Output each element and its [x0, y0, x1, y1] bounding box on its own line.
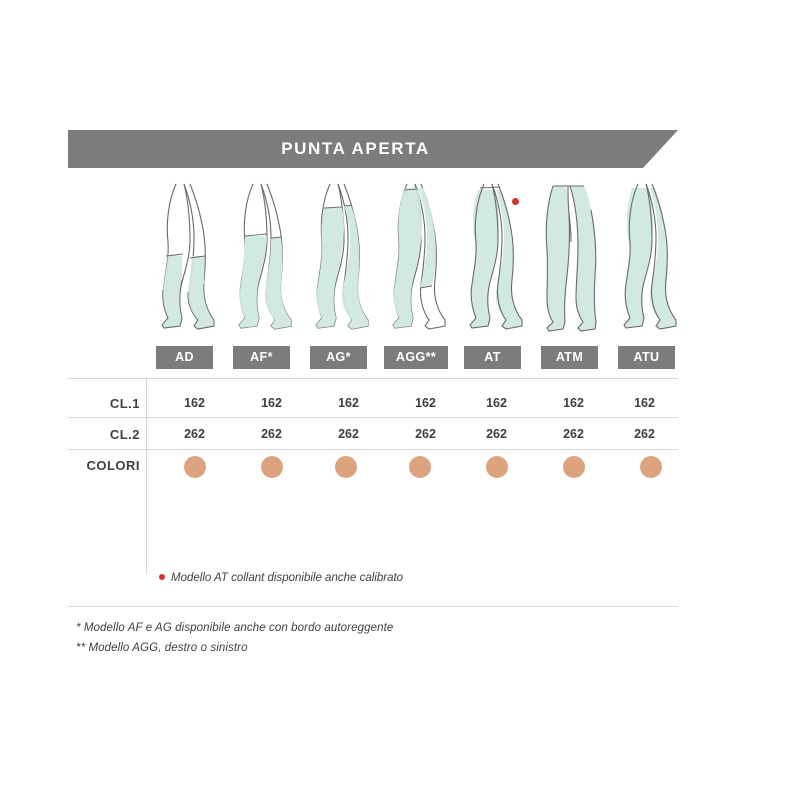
- footer-divider: [68, 606, 678, 607]
- row-rule-cl1: [68, 417, 678, 418]
- footnote-one: * Modello AF e AG disponibile anche con bordo autoreggente: [76, 622, 394, 634]
- figure-agg: [377, 180, 454, 340]
- figure-ag: [300, 180, 377, 340]
- color-swatch-af[interactable]: [261, 456, 283, 478]
- column-label-ag[interactable]: AG*: [310, 346, 367, 369]
- row-header-cl2: CL.2: [109, 427, 140, 442]
- cell-cl1-af: 162: [261, 396, 282, 410]
- cell-cl1-ad: 162: [184, 396, 205, 410]
- column-label-af[interactable]: AF*: [233, 346, 290, 369]
- figure-atm: [531, 180, 608, 340]
- cell-cl1-ag: 162: [338, 396, 359, 410]
- column-label-ad[interactable]: AD: [156, 346, 213, 369]
- leg-figure-ag-icon: [300, 180, 377, 340]
- column-label-at[interactable]: AT: [464, 346, 521, 369]
- table-left-rule: [146, 378, 147, 574]
- leg-figure-at-icon: [454, 180, 531, 340]
- leg-figure-ad-icon: [146, 180, 223, 340]
- page-title: PUNTA APERTA: [281, 139, 430, 158]
- cell-cl2-af: 262: [261, 427, 282, 441]
- figure-ad: [146, 180, 223, 340]
- figure-at: [454, 180, 531, 340]
- column-label-agg[interactable]: AGG**: [384, 346, 448, 369]
- cell-cl1-atm: 162: [563, 396, 584, 410]
- calibrated-marker-dot: [512, 198, 519, 205]
- calibrated-note-text: Modello AT collant disponibile anche calibrato: [171, 572, 404, 584]
- column-labels-row: [146, 346, 686, 370]
- cell-cl1-atu: 162: [634, 396, 655, 410]
- leg-figure-atu-icon: [608, 180, 685, 340]
- row-rule-cl2: [68, 449, 678, 450]
- column-label-atm[interactable]: ATM: [541, 346, 598, 369]
- figure-af: [223, 180, 300, 340]
- cell-cl2-at: 262: [486, 427, 507, 441]
- cell-cl2-atu: 262: [634, 427, 655, 441]
- cell-cl1-agg: 162: [415, 396, 436, 410]
- row-header-colori: COLORI: [86, 458, 140, 473]
- color-swatch-ag[interactable]: [335, 456, 357, 478]
- calibrated-note: [159, 572, 403, 584]
- leg-figure-atm-icon: [531, 180, 608, 340]
- color-swatch-atm[interactable]: [563, 456, 585, 478]
- column-label-atu[interactable]: ATU: [618, 346, 675, 369]
- figures-row: [146, 180, 686, 340]
- color-swatch-ad[interactable]: [184, 456, 206, 478]
- row-header-cl1: CL.1: [109, 396, 140, 411]
- color-swatch-atu[interactable]: [640, 456, 662, 478]
- cell-cl2-ag: 262: [338, 427, 359, 441]
- header-banner: [68, 130, 678, 168]
- cell-cl2-atm: 262: [563, 427, 584, 441]
- footnote-two: ** Modello AGG, destro o sinistro: [76, 642, 248, 654]
- color-swatch-at[interactable]: [486, 456, 508, 478]
- leg-figure-af-icon: [223, 180, 300, 340]
- figure-atu: [608, 180, 685, 340]
- cell-cl2-agg: 262: [415, 427, 436, 441]
- cell-cl1-at: 162: [486, 396, 507, 410]
- row-rule-top: [68, 378, 678, 379]
- red-bullet-icon: [159, 574, 165, 580]
- cell-cl2-ad: 262: [184, 427, 205, 441]
- color-swatch-agg[interactable]: [409, 456, 431, 478]
- leg-figure-agg-icon: [377, 180, 454, 340]
